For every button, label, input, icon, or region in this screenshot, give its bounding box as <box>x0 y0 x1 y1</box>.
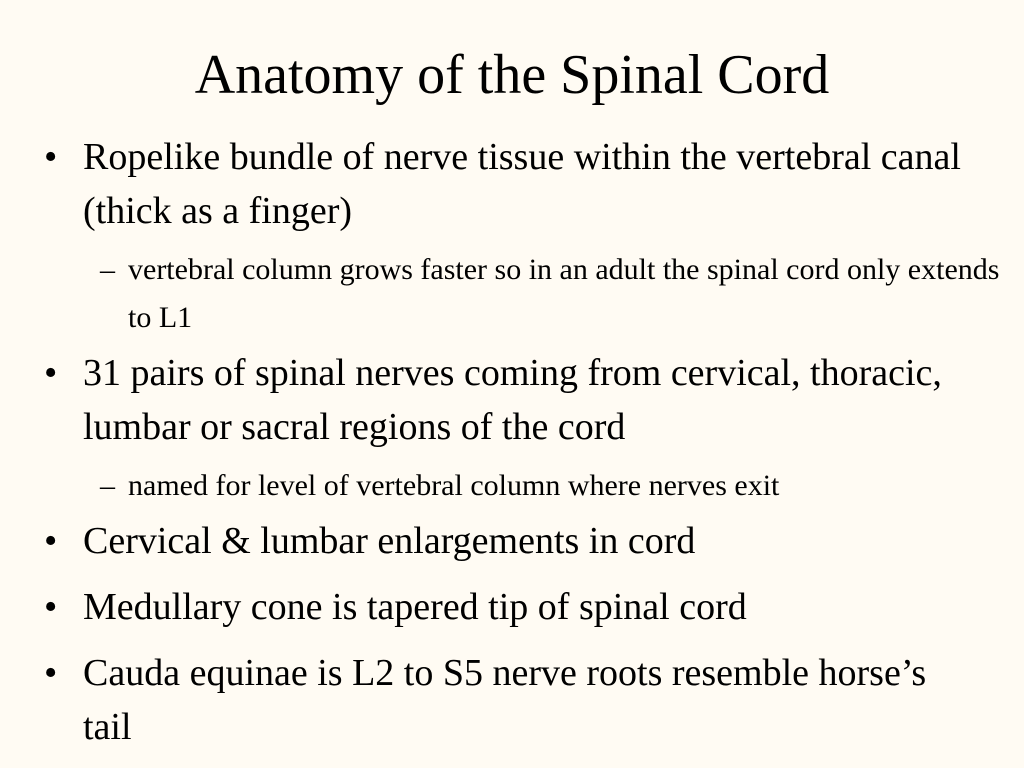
bullet-marker: • <box>44 586 58 628</box>
bullet-list <box>0 130 1024 754</box>
bullet-marker: • <box>44 652 58 694</box>
bullet-marker: • <box>44 352 58 394</box>
sub-bullet-marker: – <box>100 469 115 502</box>
bullet-marker: • <box>44 136 58 178</box>
sub-bullet-text: named for level of vertebral column where nerves exit <box>128 469 780 502</box>
bullet-item <box>0 580 983 634</box>
bullet-item <box>0 346 983 454</box>
sub-bullet-marker: – <box>100 253 115 286</box>
bullet-item <box>0 646 983 754</box>
bullet-text: 31 pairs of spinal nerves coming from cervical, thoracic, lumbar or sacral regions of the cord <box>83 352 942 448</box>
bullet-text: Cervical & lumbar enlargements in cord <box>83 520 696 562</box>
bullet-marker: • <box>44 520 58 562</box>
bullet-text: Cauda equinae is L2 to S5 nerve roots resemble horse’s tail <box>83 652 927 748</box>
bullet-text: Ropelike bundle of nerve tissue within the vertebral canal (thick as a finger) <box>83 136 961 232</box>
bullet-item <box>0 514 983 568</box>
bullet-text: Medullary cone is tapered tip of spinal cord <box>83 586 747 628</box>
sub-bullet-item <box>0 246 1008 342</box>
sub-bullet-item <box>0 462 1008 510</box>
sub-bullet-text: vertebral column grows faster so in an adult the spinal cord only extends to L1 <box>128 253 1000 334</box>
slide-title: Anatomy of the Spinal Cord <box>194 44 830 106</box>
bullet-item <box>0 130 983 238</box>
